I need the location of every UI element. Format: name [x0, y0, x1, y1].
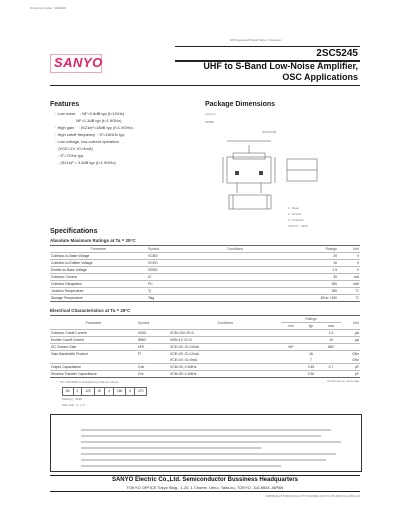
cell — [179, 288, 291, 295]
cell: pF — [341, 364, 360, 371]
cell: Storage Temperature — [51, 296, 83, 300]
rank-cell: 5 — [125, 388, 134, 395]
table-row — [50, 253, 360, 260]
table-row — [50, 344, 360, 351]
title-line-2: OSC Applications — [282, 72, 358, 82]
cell: pF — [355, 372, 359, 376]
cell: VCBO — [147, 253, 179, 260]
cell: V — [338, 267, 360, 274]
cell: Junction Temperature — [50, 288, 147, 295]
cell — [179, 253, 291, 260]
cell: VCB=3V, f=1MHz — [169, 364, 281, 371]
cell: ICBO — [137, 330, 169, 337]
col-parameter: Parameter — [50, 246, 147, 253]
cell — [341, 344, 360, 351]
cell: VEBO — [147, 267, 179, 274]
cell — [281, 371, 301, 378]
cell: VCB=3V, f=1MHz — [170, 372, 197, 376]
cell: 20 — [291, 253, 338, 260]
cell: Collector Current — [50, 274, 147, 281]
footer-address: TOKYO OFFICE Tokyo Bldg., 1-10, 1 Chome, Ueno, Taito-ku, TOKYO, 110-8534 JAPAN — [126, 485, 284, 490]
rank-cell: 90 — [94, 388, 105, 395]
package-code: 2059B — [205, 120, 214, 124]
cell: 150 — [291, 288, 338, 295]
package-name: SANYO : MCP — [288, 224, 308, 228]
table-row — [50, 330, 360, 337]
rank-label: hFE rank : 3, 4, 5 — [62, 403, 86, 407]
cell: Collector-to-Emitter Voltage — [50, 260, 147, 267]
cell — [301, 344, 321, 351]
disclaimer-text — [81, 421, 351, 463]
cell: Reverse Transfer Capacitance — [51, 372, 97, 376]
feature-line: · High gain : |S21e|²=18dB typ (f=1.9GHz). — [55, 125, 134, 130]
header-rule — [175, 46, 360, 47]
cell: µA — [341, 330, 360, 337]
cell: GHz — [352, 352, 359, 356]
rank-cell: 60 — [66, 389, 70, 393]
package-heading: Package Dimensions — [205, 101, 276, 108]
cell — [301, 330, 321, 337]
table-row — [50, 274, 360, 281]
col-min: min — [281, 323, 301, 330]
cell: VEB=1V, IC=0 — [169, 337, 281, 344]
table-row — [50, 281, 360, 288]
table-row — [50, 337, 360, 344]
package-drawing — [215, 135, 335, 215]
cell: Emitter-to-Base Voltage — [50, 267, 147, 274]
cell — [281, 330, 301, 337]
footer-company: SANYO Electric Co.,Ltd. Semiconductor Bussiness Headquarters — [111, 477, 299, 483]
feature-line: · Low-voltage, low-current operation — [55, 139, 119, 144]
abs-max-table — [50, 245, 360, 302]
ordering-number: Ordering number : EN0000 — [30, 6, 67, 10]
cell: Emitter Cutoff Current — [50, 337, 137, 344]
cell: 30 — [291, 274, 338, 281]
cell: °C — [355, 296, 359, 300]
pin-2: 2 : Emitter — [288, 212, 302, 216]
cell: 7 — [301, 357, 321, 364]
continued-note: Continued on next page. — [327, 379, 360, 383]
cell — [179, 295, 291, 302]
cell: µA — [341, 337, 360, 344]
cell: 10 — [321, 337, 341, 344]
table-row — [50, 364, 360, 371]
cell: VCEO — [147, 260, 179, 267]
cell: VCE=3V, IC=10mA — [169, 344, 281, 351]
cell: GHz — [341, 357, 360, 364]
cell: hFE — [137, 344, 169, 351]
package-label: [2SC5245] — [262, 130, 277, 134]
cell: Cob — [137, 364, 169, 371]
abs-max-heading: Absolute Maximum Ratings at Ta = 25°C — [50, 238, 136, 243]
cell: mW — [338, 281, 360, 288]
col-unit: Unit — [338, 246, 360, 253]
rank-cell: 3 — [73, 388, 82, 395]
cell: Collector Dissipation — [50, 281, 147, 288]
cell: fT — [138, 352, 142, 356]
cell: 150 — [291, 281, 338, 288]
cell: Collector Cutoff Current — [50, 330, 137, 337]
table-row — [50, 371, 360, 378]
rank-cell: 120 — [81, 388, 93, 395]
cell: 1.0 — [321, 330, 341, 337]
table-row — [50, 288, 360, 295]
table-row — [50, 295, 360, 302]
cell: V — [338, 260, 360, 267]
cell: 0.45 — [301, 364, 321, 371]
cell — [321, 371, 341, 378]
cell: 16 — [309, 352, 313, 356]
table-header-row — [50, 316, 360, 323]
cell: -55 to +150 — [319, 296, 337, 300]
feature-line: : |S21e|² = 3.5dB typ (f=1.9GHz). — [55, 160, 117, 165]
cell: 1.5 — [291, 267, 338, 274]
feature-line: : fT=7GHz typ. — [55, 153, 85, 158]
cell: °C — [338, 288, 360, 295]
cell: 60* — [281, 344, 301, 351]
rank-cell: 270 — [134, 388, 146, 395]
header-rule-3 — [50, 85, 360, 86]
cell: 10 — [291, 260, 338, 267]
feature-line: · Low noise : NF=0.8dB typ (f=1GHz). — [55, 111, 126, 116]
features-heading: Features — [50, 101, 80, 108]
cell: Tstg — [148, 296, 155, 300]
rank-cell: 180 — [113, 388, 125, 395]
cell: IEBO — [137, 337, 169, 344]
rank-table — [62, 387, 147, 396]
col-max: max — [321, 323, 341, 330]
cell — [281, 364, 301, 371]
cell: 0.30 — [307, 372, 315, 376]
table-row — [50, 267, 360, 274]
col-typ: typ — [301, 323, 321, 330]
footer-rule — [50, 475, 360, 476]
sanyo-logo — [50, 54, 102, 73]
cell: VCB=10V, IE=0 — [169, 330, 281, 337]
pin-3: 3 : Collector — [288, 218, 305, 222]
col-conditions: Conditions — [179, 246, 291, 253]
col-parameter: Parameter — [50, 316, 137, 330]
cell: V — [338, 253, 360, 260]
elec-heading: Electrical Characteristics at Ta = 25°C — [50, 308, 131, 313]
cell: Tj — [147, 288, 179, 295]
cell: Output Capacitance — [50, 364, 137, 371]
cell — [179, 260, 291, 267]
cell — [301, 337, 321, 344]
cell — [179, 267, 291, 274]
logo-text: SANYO — [54, 55, 103, 70]
cell: Collector-to-Base Voltage — [50, 253, 147, 260]
col-symbol: Symbol — [147, 246, 179, 253]
part-number: 2SC5245 — [316, 48, 358, 59]
table-header-row — [50, 246, 360, 253]
cell — [179, 274, 291, 281]
cell — [179, 281, 291, 288]
rank-cell: 4 — [104, 388, 113, 395]
disclaimer-box — [50, 414, 362, 472]
col-ratings: Ratings — [281, 316, 341, 323]
elec-table — [50, 315, 360, 378]
col-conditions: Conditions — [169, 316, 281, 330]
cell: mA — [338, 274, 360, 281]
title-line-1: UHF to S-Band Low-Noise Amplifier, — [203, 61, 358, 71]
col-unit: Unit — [341, 316, 360, 330]
col-ratings: Ratings — [291, 246, 338, 253]
type-line: NPN Epitaxial Planar Silicon Transistor — [230, 38, 282, 42]
cell: VCE=1V, IC=4mA — [169, 357, 281, 364]
cell: 0.7 — [321, 364, 341, 371]
cell: IC — [147, 274, 179, 281]
cell: VCE=3V, IC=10mA — [170, 352, 199, 356]
marking-label: Marking : 5245 — [62, 397, 82, 401]
cell: 180* — [321, 344, 341, 351]
cell — [281, 337, 301, 344]
feature-line: · High cutoff frequency : fT=16GHz typ. — [55, 132, 126, 137]
feature-line: (VCE=1V, IC=4mA) — [55, 146, 93, 151]
cell: DC Current Gain — [50, 344, 137, 351]
features-list — [55, 111, 205, 167]
pin-1: 1 : Base — [288, 206, 300, 210]
specifications-heading: Specifications — [50, 228, 98, 235]
package-unit: unit:mm — [205, 112, 216, 116]
hfe-note: * : The 2SC5245 is classified by hFE as follows : — [56, 380, 121, 384]
cell: Gain-Bandwidth Product — [51, 352, 88, 356]
col-symbol: Symbol — [137, 316, 169, 330]
footer-rule-2 — [50, 491, 360, 492]
cell: Cre — [138, 372, 144, 376]
feature-line: NF=1.3dB typ (f=1.9GHz). — [55, 118, 123, 123]
cell: PC — [147, 281, 179, 288]
table-row — [50, 260, 360, 267]
footer-code: D2598HA (KT)/D1297HA (KT)/71295MH (KOTO) TA-0000 No.0000-1/4 — [265, 494, 360, 498]
